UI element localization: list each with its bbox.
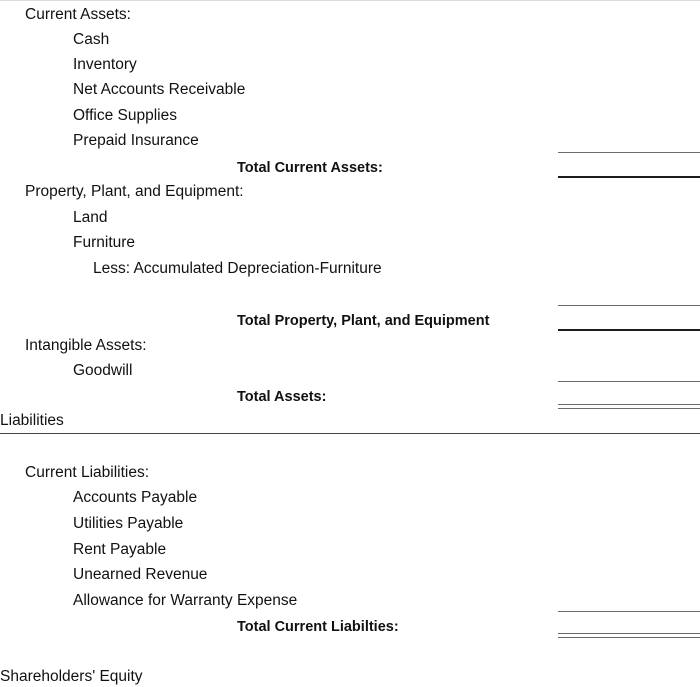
- answer-line-total: [558, 329, 700, 331]
- liabilities-divider: [0, 433, 700, 434]
- line-item-furniture: Furniture: [73, 234, 136, 251]
- equity-section-title: Shareholders' Equity: [0, 668, 143, 685]
- intangible-assets-heading: Intangible Assets:: [25, 337, 147, 354]
- total-current-liabilities-label: Total Current Liabilties:: [237, 619, 399, 635]
- top-border: [0, 0, 700, 1]
- line-item-prepaid-insurance: Prepaid Insurance: [73, 132, 199, 149]
- double-underline-top: [558, 633, 700, 634]
- line-item-accounts-payable: Accounts Payable: [73, 489, 198, 506]
- line-item-net-accounts-receivable: Net Accounts Receivable: [73, 81, 246, 98]
- current-assets-heading: Current Assets:: [25, 6, 131, 23]
- answer-line-total: [558, 176, 700, 178]
- total-assets-label: Total Assets:: [237, 389, 327, 405]
- current-liabilities-heading: Current Liabilities:: [25, 464, 150, 481]
- total-current-assets-label: Total Current Assets:: [237, 160, 383, 176]
- double-underline-bottom: [558, 637, 700, 638]
- liabilities-section-title: Liabilities: [0, 412, 64, 429]
- answer-line: [558, 381, 700, 382]
- line-item-accumulated-depreciation: Less: Accumulated Depreciation-Furniture: [93, 260, 382, 277]
- line-item-allowance-warranty: Allowance for Warranty Expense: [73, 592, 298, 609]
- double-underline-bottom: [558, 408, 700, 409]
- line-item-land: Land: [73, 209, 108, 226]
- line-item-office-supplies: Office Supplies: [73, 107, 177, 124]
- double-underline-top: [558, 404, 700, 405]
- answer-line: [558, 611, 700, 612]
- ppe-heading: Property, Plant, and Equipment:: [25, 183, 244, 200]
- line-item-utilities-payable: Utilities Payable: [73, 515, 184, 532]
- answer-line: [558, 305, 700, 306]
- answer-line: [558, 152, 700, 153]
- line-item-goodwill: Goodwill: [73, 362, 133, 379]
- line-item-inventory: Inventory: [73, 56, 137, 73]
- line-item-unearned-revenue: Unearned Revenue: [73, 566, 208, 583]
- line-item-rent-payable: Rent Payable: [73, 541, 167, 558]
- total-ppe-label: Total Property, Plant, and Equipment: [237, 313, 490, 329]
- line-item-cash: Cash: [73, 31, 110, 48]
